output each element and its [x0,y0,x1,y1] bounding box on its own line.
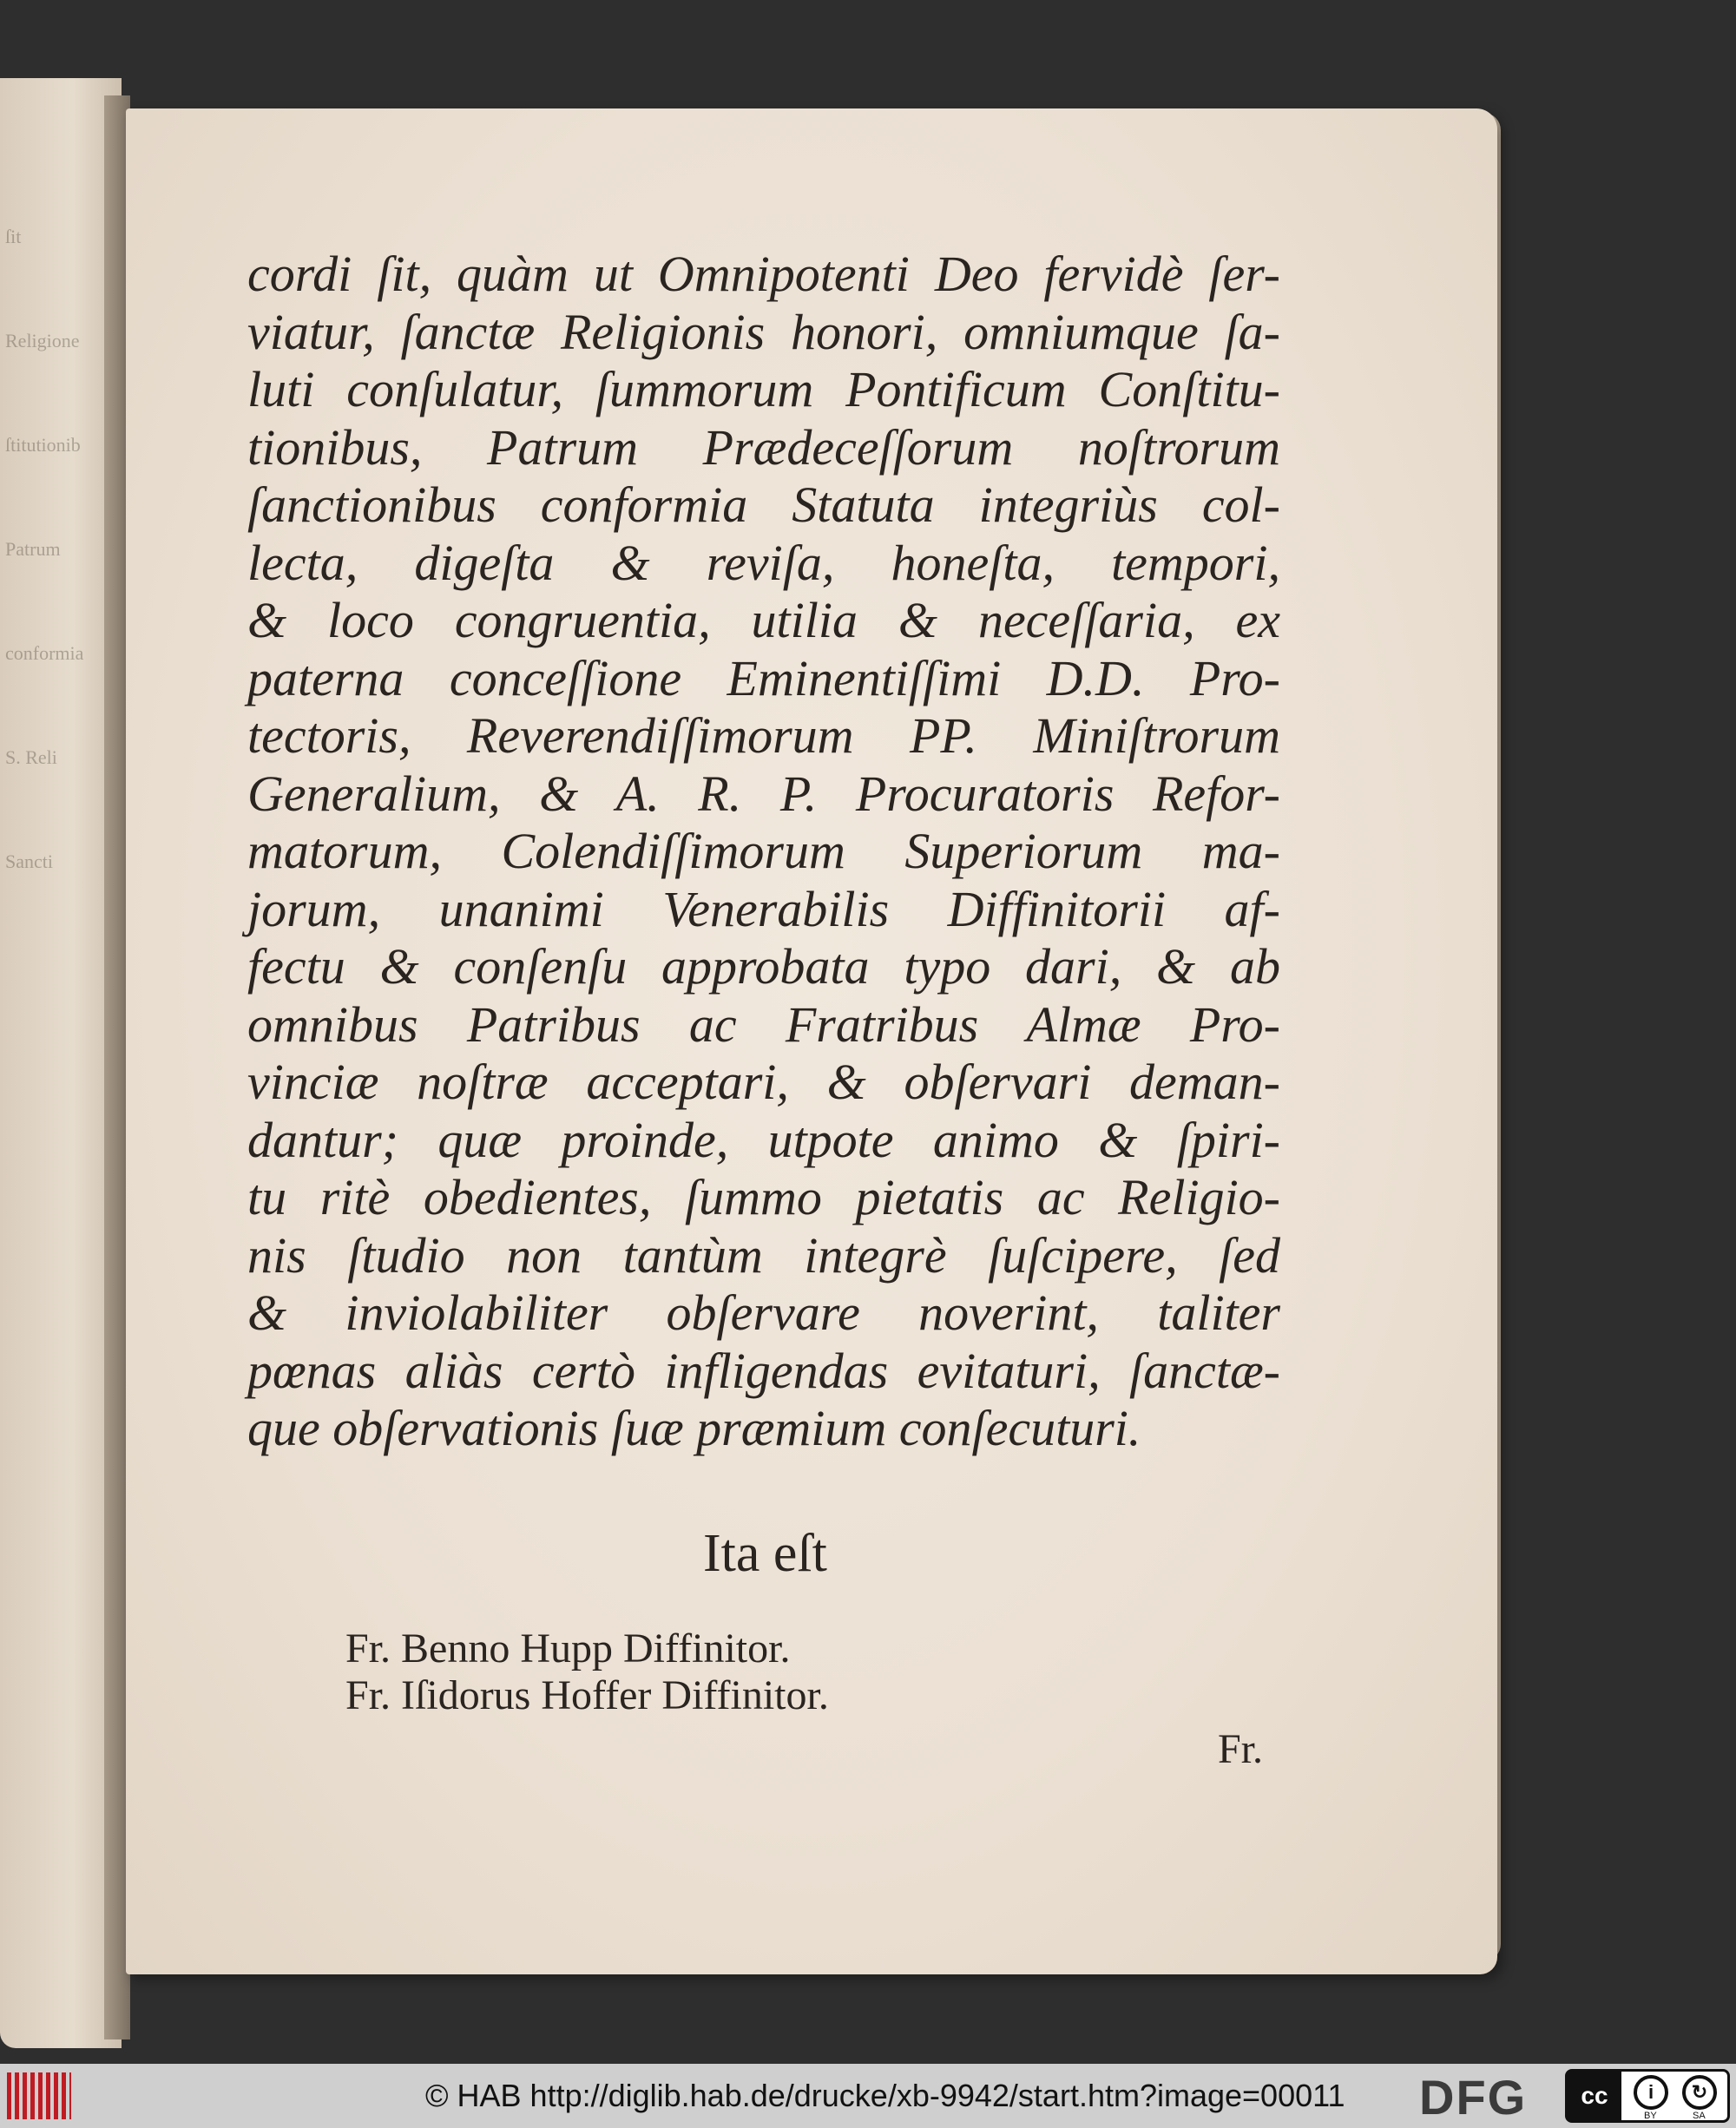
cc-license-badge[interactable] [1565,2069,1730,2123]
signature-line: Fr. Iſidorus Hoffer Diffinitor. [345,1672,829,1718]
text-line: nis ſtudio non tantùm integrè ſuſcipere, ſed [247,1226,1280,1284]
text-line: & inviolabiliter obſervare noverint, taliter [247,1284,1280,1341]
text-line: matorum, Colendiſſimorum Superiorum ma- [247,823,1280,879]
text-line: tionibus, Patrum Prædeceſſorum noſtrorum [247,418,1280,476]
sa-label: SA [1693,2111,1706,2121]
bleed-text: Religione [5,330,80,351]
text-line: paterna conceſſione Eminentiſſimi D.D. Pro- [247,649,1280,706]
text-line: tu ritè obedientes, ſummo pietatis ac Religio- [247,1169,1280,1225]
page-body-text [247,246,1280,1458]
left-facing-page [0,78,122,2048]
text-line: ſanctionibus conformia Statuta integriùs col- [247,476,1280,533]
by-label: BY [1644,2111,1657,2121]
text-line: tectoris, Reverendiſſimorum PP. Miniſtrorum [247,707,1280,764]
bleed-text: ſit [5,226,22,247]
text-line: fectu & conſenſu approbata typo dari, & ab [247,938,1280,995]
bleed-text: S. Reli [5,746,57,768]
bleed-text: Patrum [5,538,61,560]
cc-icon: cc [1568,2072,1621,2120]
text-line: jorum, unanimi Venerabilis Diffinitorii af- [247,880,1280,937]
text-line: lecta, digeſta & reviſa, honeſta, tempori, [247,534,1280,591]
text-line: luti conſulatur, ſummorum Pontificum Conſtitu- [247,361,1280,417]
text-line: & loco congruentia, utilia & neceſſaria, ex [247,592,1280,648]
hab-barcode-logo-icon [7,2072,71,2119]
catchword: Fr. [1218,1726,1264,1772]
text-line: omnibus Patribus ac Fratribus Almæ Pro- [247,995,1280,1053]
text-line: viatur, ſanctæ Religionis honori, omniumque ſa- [247,303,1280,360]
text-line: que obſervationis ſuæ præmium conſecuturi. [247,1400,1141,1456]
text-line: pœnas aliàs certò infligendas evitaturi, ſanctæ- [247,1342,1280,1399]
signature-line: Fr. Benno Hupp Diffinitor. [345,1626,791,1672]
text-line: cordi ſit, quàm ut Omnipotenti Deo fervidè ſer- [247,246,1280,302]
text-line: dantur; quæ proinde, utpote animo & ſpiri- [247,1111,1280,1168]
by-attribution-icon: i [1634,2075,1668,2110]
dfg-logo: DFG [1419,2070,1528,2125]
text-line: Generalium, & A. R. P. Procuratoris Refor- [247,765,1280,822]
bleed-text: Sancti [5,851,53,872]
bleed-text: conformia [5,642,84,664]
bleed-text: ſtitutionib [5,434,81,456]
viewer-footer-bar [0,2064,1736,2128]
text-line: vinciæ noſtræ acceptari, & obſervari deman- [247,1054,1280,1110]
ita-est-heading: Ita eſt [703,1524,827,1583]
source-credit-link[interactable]: © HAB http://diglib.hab.de/drucke/xb-9942/start.htm?image=00011 [425,2078,1345,2113]
sa-share-alike-icon: ↻ [1682,2075,1717,2110]
